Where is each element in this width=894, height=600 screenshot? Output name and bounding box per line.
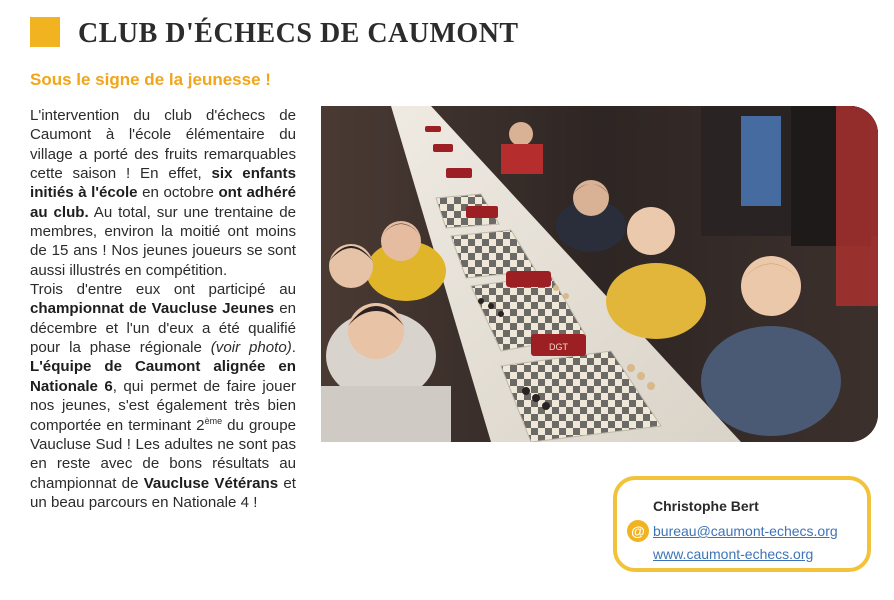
chess-clock bbox=[433, 144, 453, 152]
tournament-photo bbox=[321, 106, 878, 442]
article-paragraph-2 bbox=[30, 280, 296, 512]
text-run: Au total, sur une trentaine de membres, environ la moitié ont moins de 15 ans ! Nos jeunes joueurs se sont aussi illustrés en compétition. bbox=[30, 203, 296, 279]
text-run: en décembre et l'un d'eux a été qualifié pour la phase régionale bbox=[30, 300, 296, 357]
article-subtitle: Sous le signe de la jeunesse ! bbox=[30, 70, 271, 89]
bold-run: six enfants initiés à l'école bbox=[30, 165, 296, 202]
chess-clock bbox=[466, 206, 498, 218]
italic-run: (voir photo) bbox=[210, 339, 292, 357]
contact-website-link[interactable]: www.caumont-echecs.org bbox=[653, 546, 814, 562]
superscript: ème bbox=[204, 415, 223, 426]
article-body bbox=[30, 106, 296, 512]
bold-run: L'équipe de Caumont alignée en Nationale 6 bbox=[30, 358, 296, 395]
chess-clock bbox=[506, 271, 551, 287]
text-run: L'intervention du club d'échecs de Caumont à l'école élémentaire du village a porté des fruits remarquables cette saison ! En effet, bbox=[30, 107, 296, 183]
chess-clock bbox=[425, 126, 441, 132]
text-run: Trois d'entre eux ont participé au bbox=[30, 281, 296, 299]
email-at-icon: @ bbox=[627, 520, 649, 542]
contact-name: Christophe Bert bbox=[653, 498, 759, 514]
text-run: , qui permet de faire jouer nos jeunes, s'est également très bien comportée en terminant 2 bbox=[30, 377, 296, 434]
page-header bbox=[28, 14, 888, 54]
text-run: en octobre bbox=[137, 184, 219, 202]
contact-box bbox=[613, 476, 871, 572]
chess-clock-label: DGT bbox=[549, 342, 568, 352]
photo-illustration bbox=[321, 106, 878, 442]
text-run: et un beau parcours en Nationale 4 ! bbox=[30, 474, 296, 511]
contact-email-link[interactable]: bureau@caumont-echecs.org bbox=[653, 523, 838, 539]
bold-run: championnat de Vaucluse Jeunes bbox=[30, 300, 275, 318]
player-child bbox=[329, 244, 373, 288]
text-run: du groupe Vaucluse Sud ! Les adultes ne sont pas en reste avec de bons résultats au championnat de bbox=[30, 416, 296, 492]
page-title: CLUB D'ÉCHECS DE CAUMONT bbox=[78, 18, 519, 49]
text-run: . bbox=[291, 339, 296, 357]
chess-clock bbox=[446, 168, 472, 178]
bold-run: ont adhéré au club. bbox=[30, 184, 296, 221]
bold-run: Vaucluse Vétérans bbox=[143, 474, 279, 492]
article-paragraph-1 bbox=[30, 106, 296, 280]
header-accent-square bbox=[30, 17, 60, 47]
